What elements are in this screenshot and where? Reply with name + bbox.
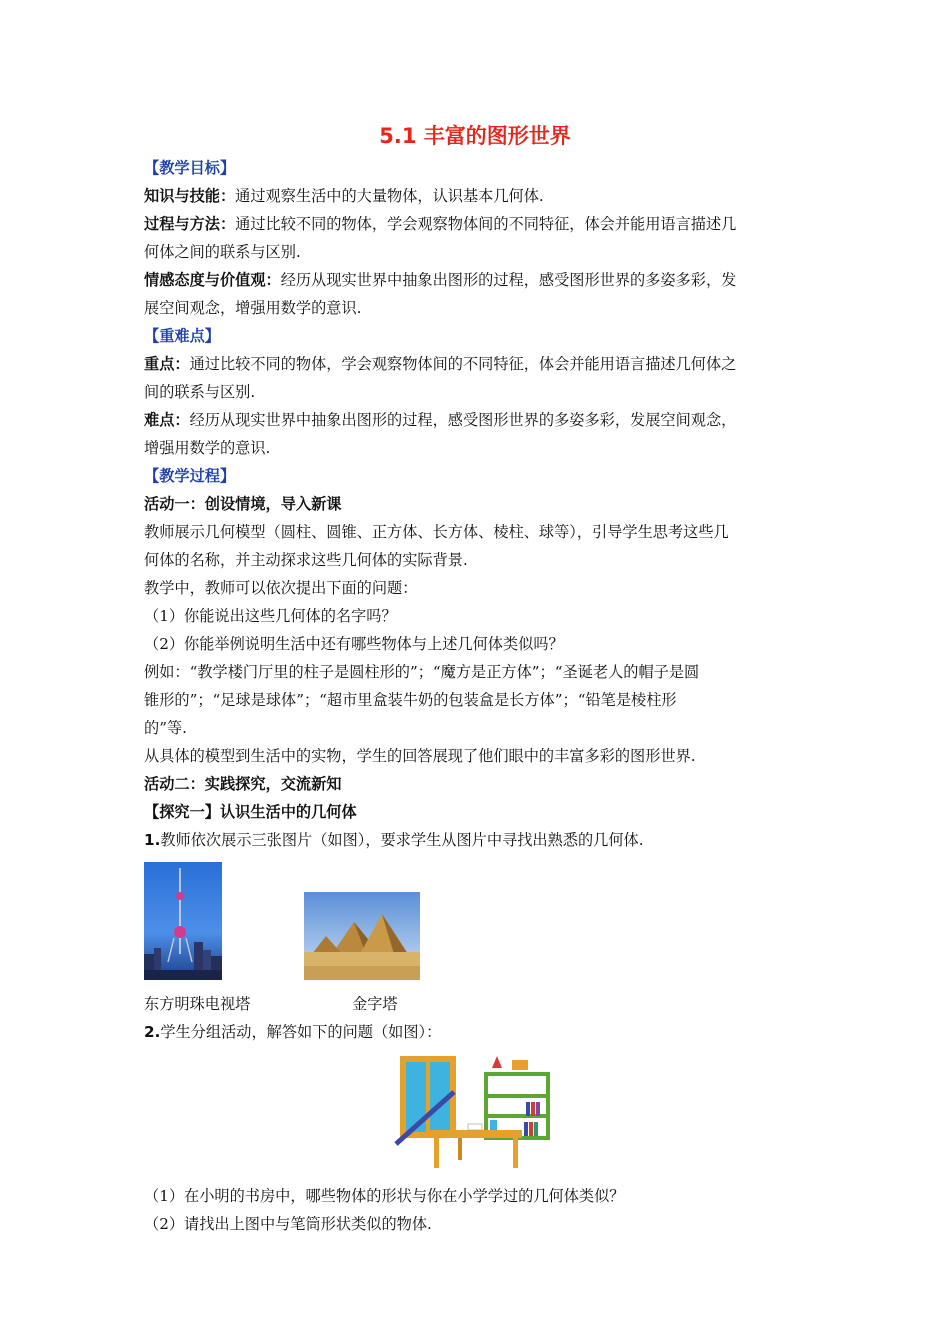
section-heading-objectives: 【教学目标】	[144, 159, 236, 177]
example-line-1: 例如：“教学楼门厅里的柱子是圆柱形的”；“魔方是正方体”；“圣诞老人的帽子是圆	[144, 663, 700, 681]
section-heading-process: 【教学过程】	[144, 467, 236, 485]
caption-tower: 东方明珠电视塔	[144, 995, 251, 1013]
paragraph-models: 教师展示几何模型（圆柱、圆锥、正方体、长方体、棱柱、球等），引导学生思考这些几	[144, 523, 729, 541]
study-room-image	[394, 1052, 554, 1168]
paragraph-summary: 从具体的模型到生活中的实物，学生的回答展现了他们眼中的丰富多彩的图形世界.	[144, 747, 696, 765]
example-line-2: 锥形的”；“足球是球体”；“超市里盒装牛奶的包装盒是长方体”；“铅笔是棱柱形	[144, 691, 677, 709]
activity-one-heading: 活动一：创设情境，导入新课	[144, 495, 342, 513]
example-line-3: 的”等.	[144, 719, 187, 737]
caption-pyramid: 金字塔	[352, 995, 398, 1013]
room-question-2: （2）请找出上图中与笔筒形状类似的物体.	[144, 1215, 432, 1233]
objective-process: 过程与方法：通过比较不同的物体，学会观察物体间的不同特征，体会并能用语言描述几	[144, 215, 737, 233]
room-question-1: （1）在小明的书房中，哪些物体的形状与你在小学学过的几何体类似？	[144, 1187, 625, 1205]
paragraph-questions-intro: 教学中，教师可以依次提出下面的问题：	[144, 579, 418, 597]
objective-knowledge: 知识与技能：通过观察生活中的大量物体，认识基本几何体.	[144, 187, 544, 205]
key-point: 重点：通过比较不同的物体，学会观察物体间的不同特征，体会并能用语言描述几何体之	[144, 355, 737, 373]
question-1: （1）你能说出这些几何体的名字吗？	[144, 607, 397, 625]
document-body	[144, 154, 812, 1238]
page-title: 5.1 丰富的图形世界	[379, 124, 571, 148]
pyramid-image	[304, 892, 420, 980]
photo-captions	[144, 990, 812, 1018]
study-room-figure	[144, 1052, 812, 1176]
explore-one-heading: 【探究一】认识生活中的几何体	[144, 803, 357, 821]
difficult-point-cont: 增强用数学的意识.	[144, 439, 271, 457]
item-1: 1.教师依次展示三张图片（如图），要求学生从图片中寻找出熟悉的几何体.	[144, 831, 644, 849]
paragraph-models-cont: 何体的名称，并主动探求这些几何体的实际背景.	[144, 551, 468, 569]
difficult-point: 难点：经历从现实世界中抽象出图形的过程，感受图形世界的多姿多彩，发展空间观念，	[144, 411, 737, 429]
question-2: （2）你能举例说明生活中还有哪些物体与上述几何体类似吗？	[144, 635, 564, 653]
objective-emotion: 情感态度与价值观：经历从现实世界中抽象出图形的过程，感受图形世界的多姿多彩，发	[144, 271, 737, 289]
activity-two-heading: 活动二：实践探究，交流新知	[144, 775, 342, 793]
objective-emotion-cont: 展空间观念，增强用数学的意识.	[144, 299, 362, 317]
section-heading-key-points: 【重难点】	[144, 327, 220, 345]
key-point-cont: 间的联系与区别.	[144, 383, 256, 401]
oriental-pearl-tower-image	[144, 862, 222, 980]
item-2: 2.学生分组活动，解答如下的问题（如图）：	[144, 1023, 442, 1041]
photo-row	[144, 862, 812, 990]
objective-process-cont: 何体之间的联系与区别.	[144, 243, 301, 261]
